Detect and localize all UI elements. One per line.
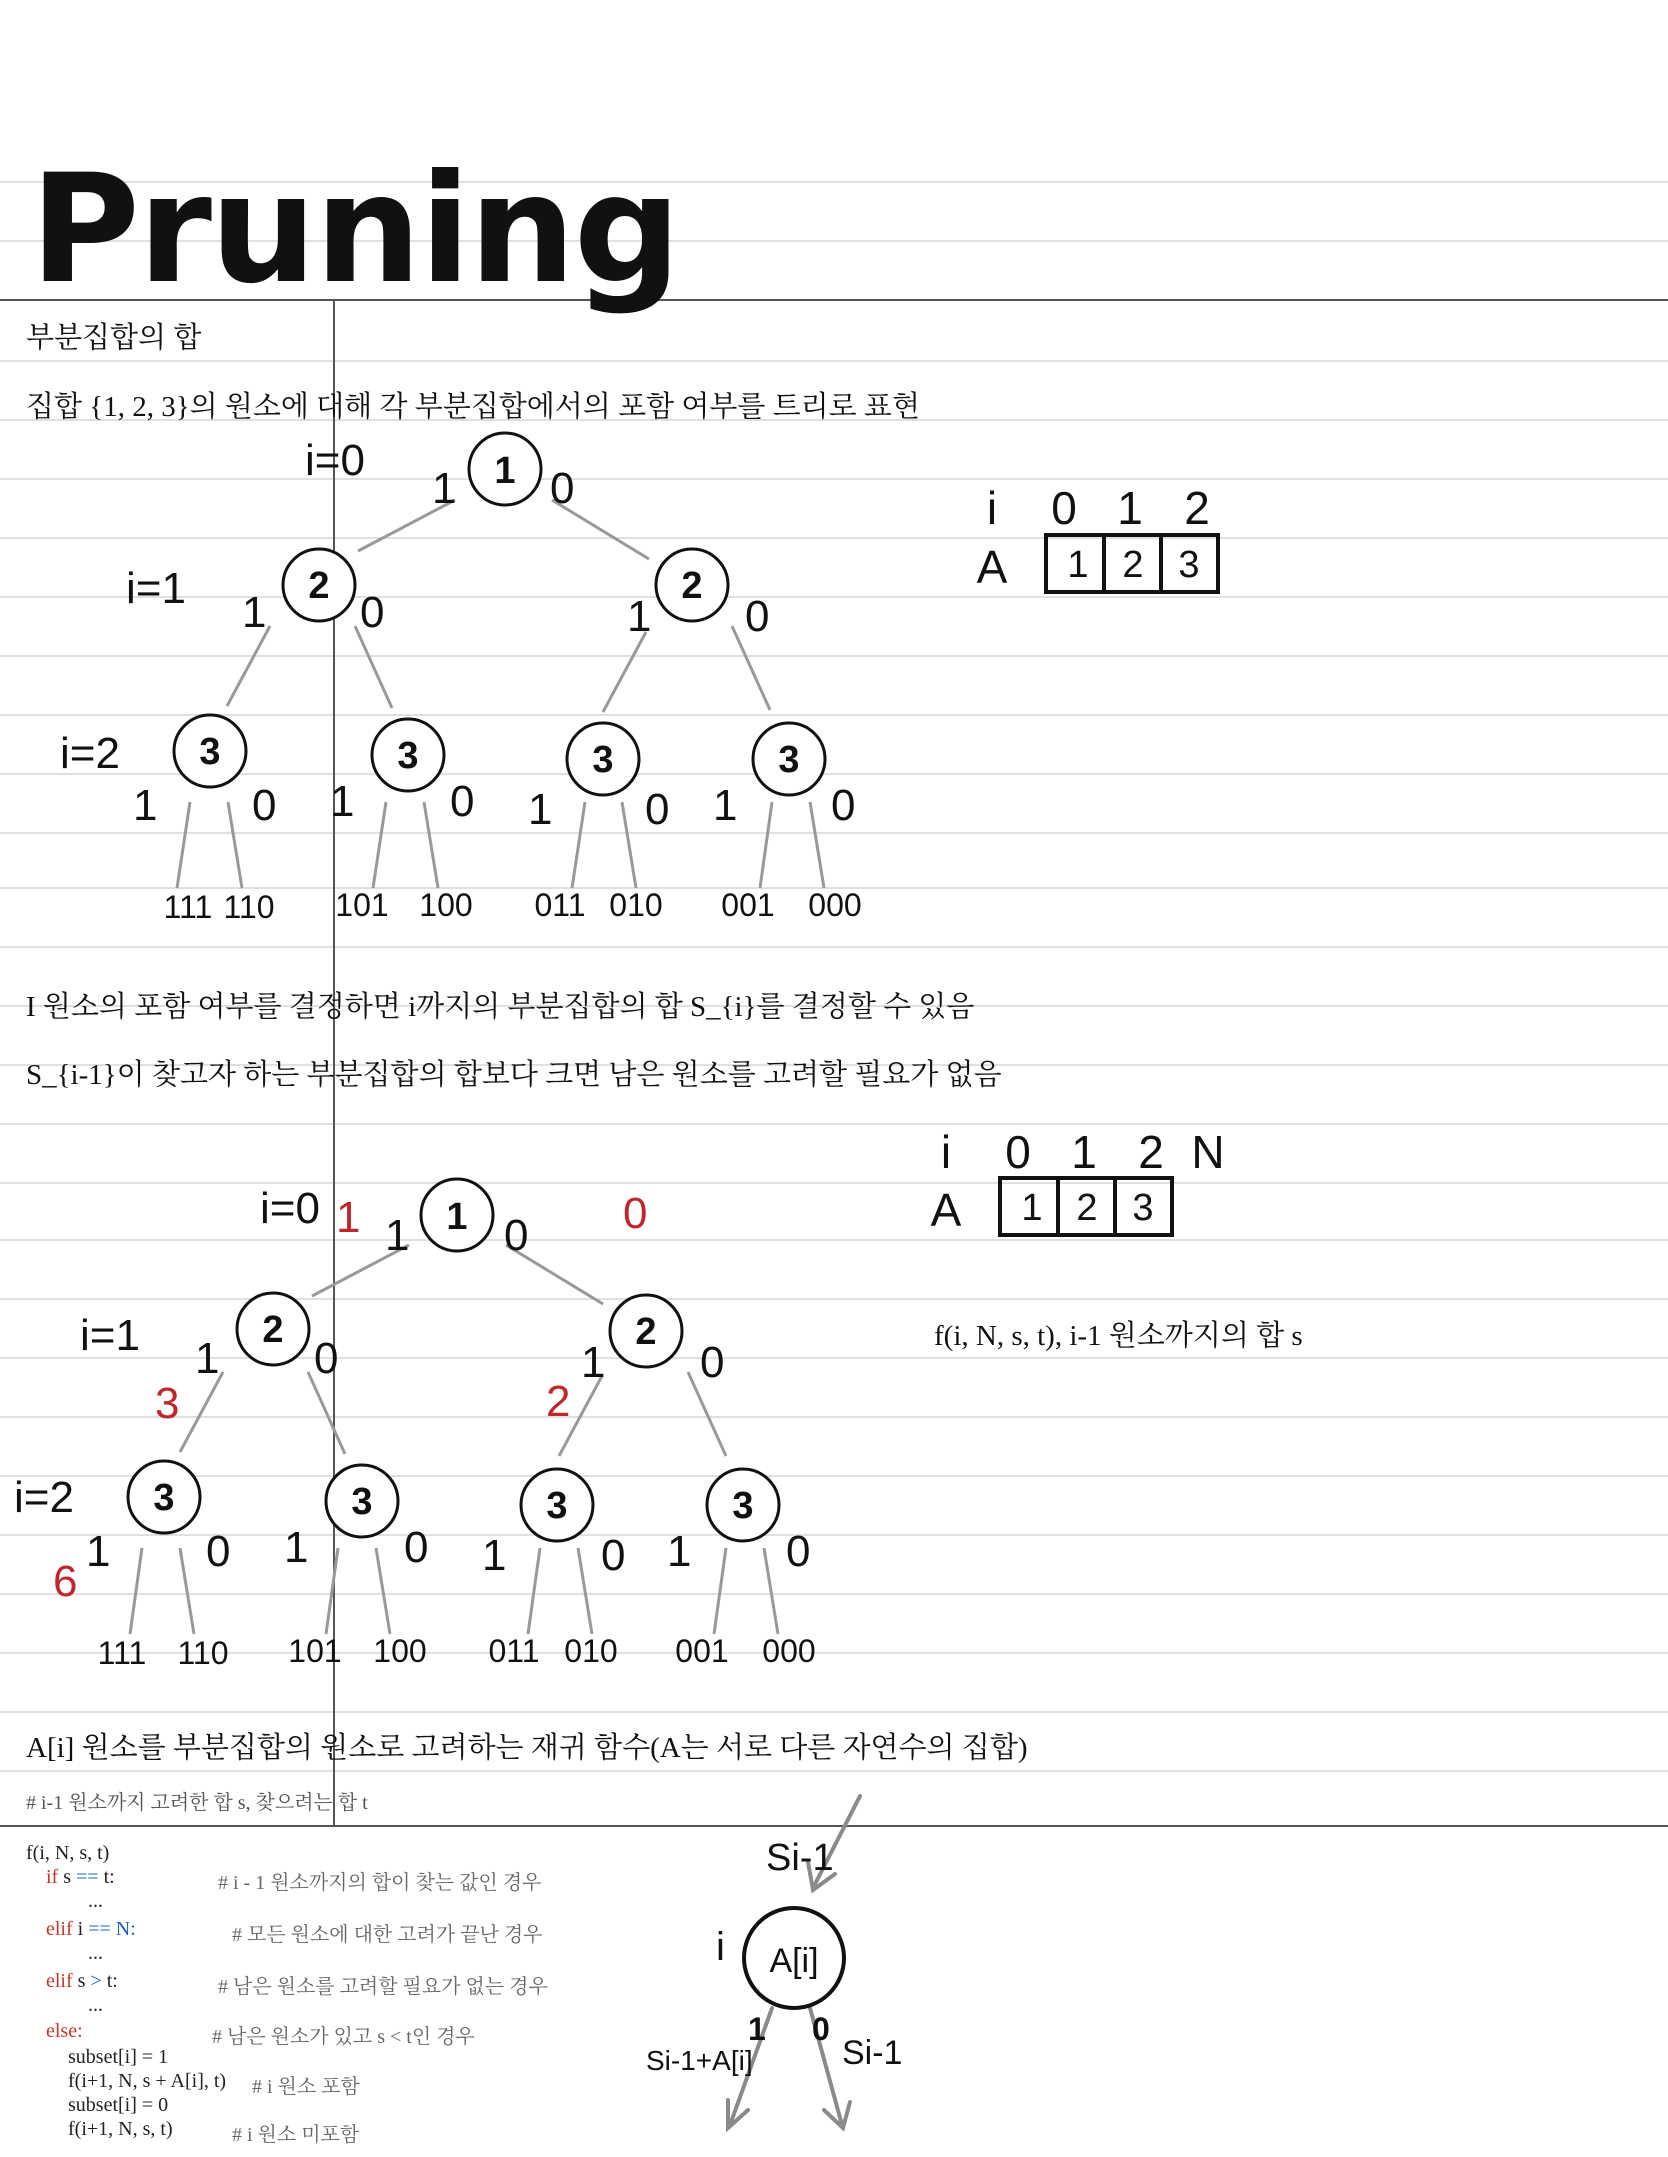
recursion-title: A[i] 원소를 부분집합의 원소로 고려하는 재귀 함수(A는 서로 다른 자연수의 집합) [26,1732,1028,1764]
edge-label-0: 0 [360,588,385,637]
tree2-leaf-label: 3 [546,1485,568,1527]
edge-label-1: 1 [86,1527,111,1576]
explanation-line-1: I 원소의 포함 여부를 결정하면 i까지의 부분집합의 합 S_{i}를 결정할 수 있음 [26,991,975,1023]
tree1-leaf-label: 3 [199,731,221,773]
array2-i-label: i [940,1126,952,1178]
array2-value: 1 [1021,1187,1043,1229]
array1-value: 1 [1067,544,1089,586]
edge-label-1: 1 [627,592,652,641]
edge-label-0: 0 [786,1527,811,1576]
array2-value: 2 [1076,1187,1098,1229]
code-call-exclude: f(i+1, N, s, t) [68,2118,173,2140]
sketch-right-label: Si-1 [842,2034,903,2072]
subset-result: 111 [163,889,213,925]
edge-label-1: 1 [385,1211,410,1260]
sketch-zero-label: 0 [812,2011,830,2047]
edge-label-0: 0 [404,1523,429,1572]
tree2-mid-label: 2 [262,1309,284,1351]
code-call-include: f(i+1, N, s + A[i], t) [68,2070,227,2092]
edge-label-0: 0 [745,592,770,641]
edge-label-1: 1 [667,1527,692,1576]
array1-a-label: A [976,541,1008,593]
tree1-mid-label: 2 [308,565,330,607]
subset-result: 111 [97,1635,147,1671]
tree1-mid-label: 2 [681,565,703,607]
function-note: f(i, N, s, t), i-1 원소까지의 합 s [934,1320,1303,1352]
array2-a-label: A [930,1184,962,1236]
array2-index: 1 [1071,1126,1097,1178]
edge-label-0: 0 [700,1338,725,1387]
code-subset-1: subset[i] = 1 [68,2046,169,2068]
tree2-root-label: 1 [446,1196,468,1238]
tree2-level-label: i=2 [14,1473,74,1522]
code-elif1-comment: # 모든 원소에 대한 고려가 끝난 경우 [232,1924,543,1946]
sketch-node-label: A[i] [769,1942,819,1980]
edge-label-1: 1 [284,1523,309,1572]
subset-result: 101 [335,887,389,923]
edge-label-1: 1 [581,1338,606,1387]
edge-label-0: 0 [252,781,277,830]
sketch-one-label: 1 [748,2011,766,2047]
subset-result: 100 [373,1633,427,1669]
tree1-root-label: 1 [494,450,516,492]
code-ellipsis: ... [88,1890,103,1912]
edge-label-1: 1 [713,781,738,830]
edge-label-1: 1 [482,1531,507,1580]
tree2-mid-label: 2 [635,1311,657,1353]
code-elif2-comment: # 남은 원소를 고려할 필요가 없는 경우 [218,1976,548,1998]
subset-result: 001 [721,887,775,923]
tree2-level-label: i=0 [260,1184,320,1233]
array1-value: 2 [1122,544,1144,586]
edge-label-1: 1 [330,777,355,826]
tree1-leaf-label: 3 [397,735,419,777]
code-comment: # i-1 원소까지 고려한 합 s, 찾으려는 합 t [26,1792,368,1814]
code-if-line: if s == t: [46,1866,115,1888]
array2-index: 0 [1005,1126,1031,1178]
partial-sum-red: 2 [546,1377,571,1426]
tree2-leaf-label: 3 [153,1477,175,1519]
edge-label-0: 0 [504,1211,529,1260]
tree1-level-label: i=1 [126,564,186,613]
partial-sum-red: 3 [155,1379,180,1428]
subset-result: 110 [223,889,275,925]
partial-sum-red: 0 [623,1189,648,1238]
sketch-side-label: i [716,1925,725,1969]
array1-index: 2 [1184,482,1210,534]
tree1-leaf-label: 3 [592,739,614,781]
edge-label-1: 1 [133,781,158,830]
code-ellipsis: ... [88,1942,103,1964]
edge-label-1: 1 [432,464,457,513]
code-signature: f(i, N, s, t) [26,1842,110,1864]
subset-result: 011 [488,1633,540,1669]
subset-result: 100 [419,887,473,923]
tree1-leaf-label: 3 [778,739,800,781]
subset-result: 001 [675,1633,729,1669]
edge-label-1: 1 [195,1334,220,1383]
code-if-comment: # i - 1 원소까지의 합이 찾는 값인 경우 [218,1872,542,1894]
page-title: Pruning [30,143,680,317]
edge-label-1: 1 [242,588,267,637]
code-subset-0: subset[i] = 0 [68,2094,169,2116]
array1-value: 3 [1178,544,1200,586]
subset-result: 101 [288,1633,342,1669]
edge-label-0: 0 [314,1334,339,1383]
array1-i-label: i [986,482,998,534]
code-ellipsis: ... [88,1994,103,2016]
intro-text: 집합 {1, 2, 3}의 원소에 대해 각 부분집합에서의 포함 여부를 트리로 표현 [26,391,920,423]
partial-sum-red: 6 [53,1557,78,1606]
edge-label-0: 0 [550,464,575,513]
explanation-line-2: S_{i-1}이 찾고자 하는 부분집합의 합보다 크면 남은 원소를 고려할 필요가 없음 [26,1059,1002,1091]
tree1-level-label: i=2 [60,729,120,778]
section-heading: 부분집합의 합 [26,322,202,354]
subset-result: 000 [762,1633,816,1669]
edge-label-0: 0 [450,777,475,826]
array2-index: 2 [1138,1126,1164,1178]
code-elif1-line: elif i == N: [46,1918,136,1940]
tree2-level-label: i=1 [80,1311,140,1360]
edge-label-1: 1 [528,785,553,834]
code-elif2-line: elif s > t: [46,1970,118,1992]
edge-label-0: 0 [831,781,856,830]
subset-result: 110 [177,1635,229,1671]
tree1-level-label: i=0 [305,436,365,485]
tree2-leaf-label: 3 [351,1481,373,1523]
subset-result: 000 [808,887,862,923]
subset-result: 011 [534,887,586,923]
sketch-top-label: Si-1 [766,1837,834,1879]
edge-label-0: 0 [601,1531,626,1580]
subset-result: 010 [609,887,663,923]
array1-index: 0 [1051,482,1077,534]
edge-label-0: 0 [645,785,670,834]
code-else-line: else: [46,2020,83,2042]
code-exclude-comment: # i 원소 미포함 [232,2124,360,2146]
array2-index: N [1191,1126,1225,1178]
code-include-comment: # i 원소 포함 [252,2076,360,2098]
array2-value: 3 [1132,1187,1154,1229]
code-else-comment: # 남은 원소가 있고 s < t인 경우 [212,2026,475,2048]
tree2-leaf-label: 3 [732,1485,754,1527]
partial-sum-red: 1 [336,1193,361,1242]
edge-label-0: 0 [206,1527,231,1576]
array1-index: 1 [1117,482,1143,534]
sketch-left-label: Si-1+A[i] [646,2045,753,2076]
subset-result: 010 [564,1633,618,1669]
